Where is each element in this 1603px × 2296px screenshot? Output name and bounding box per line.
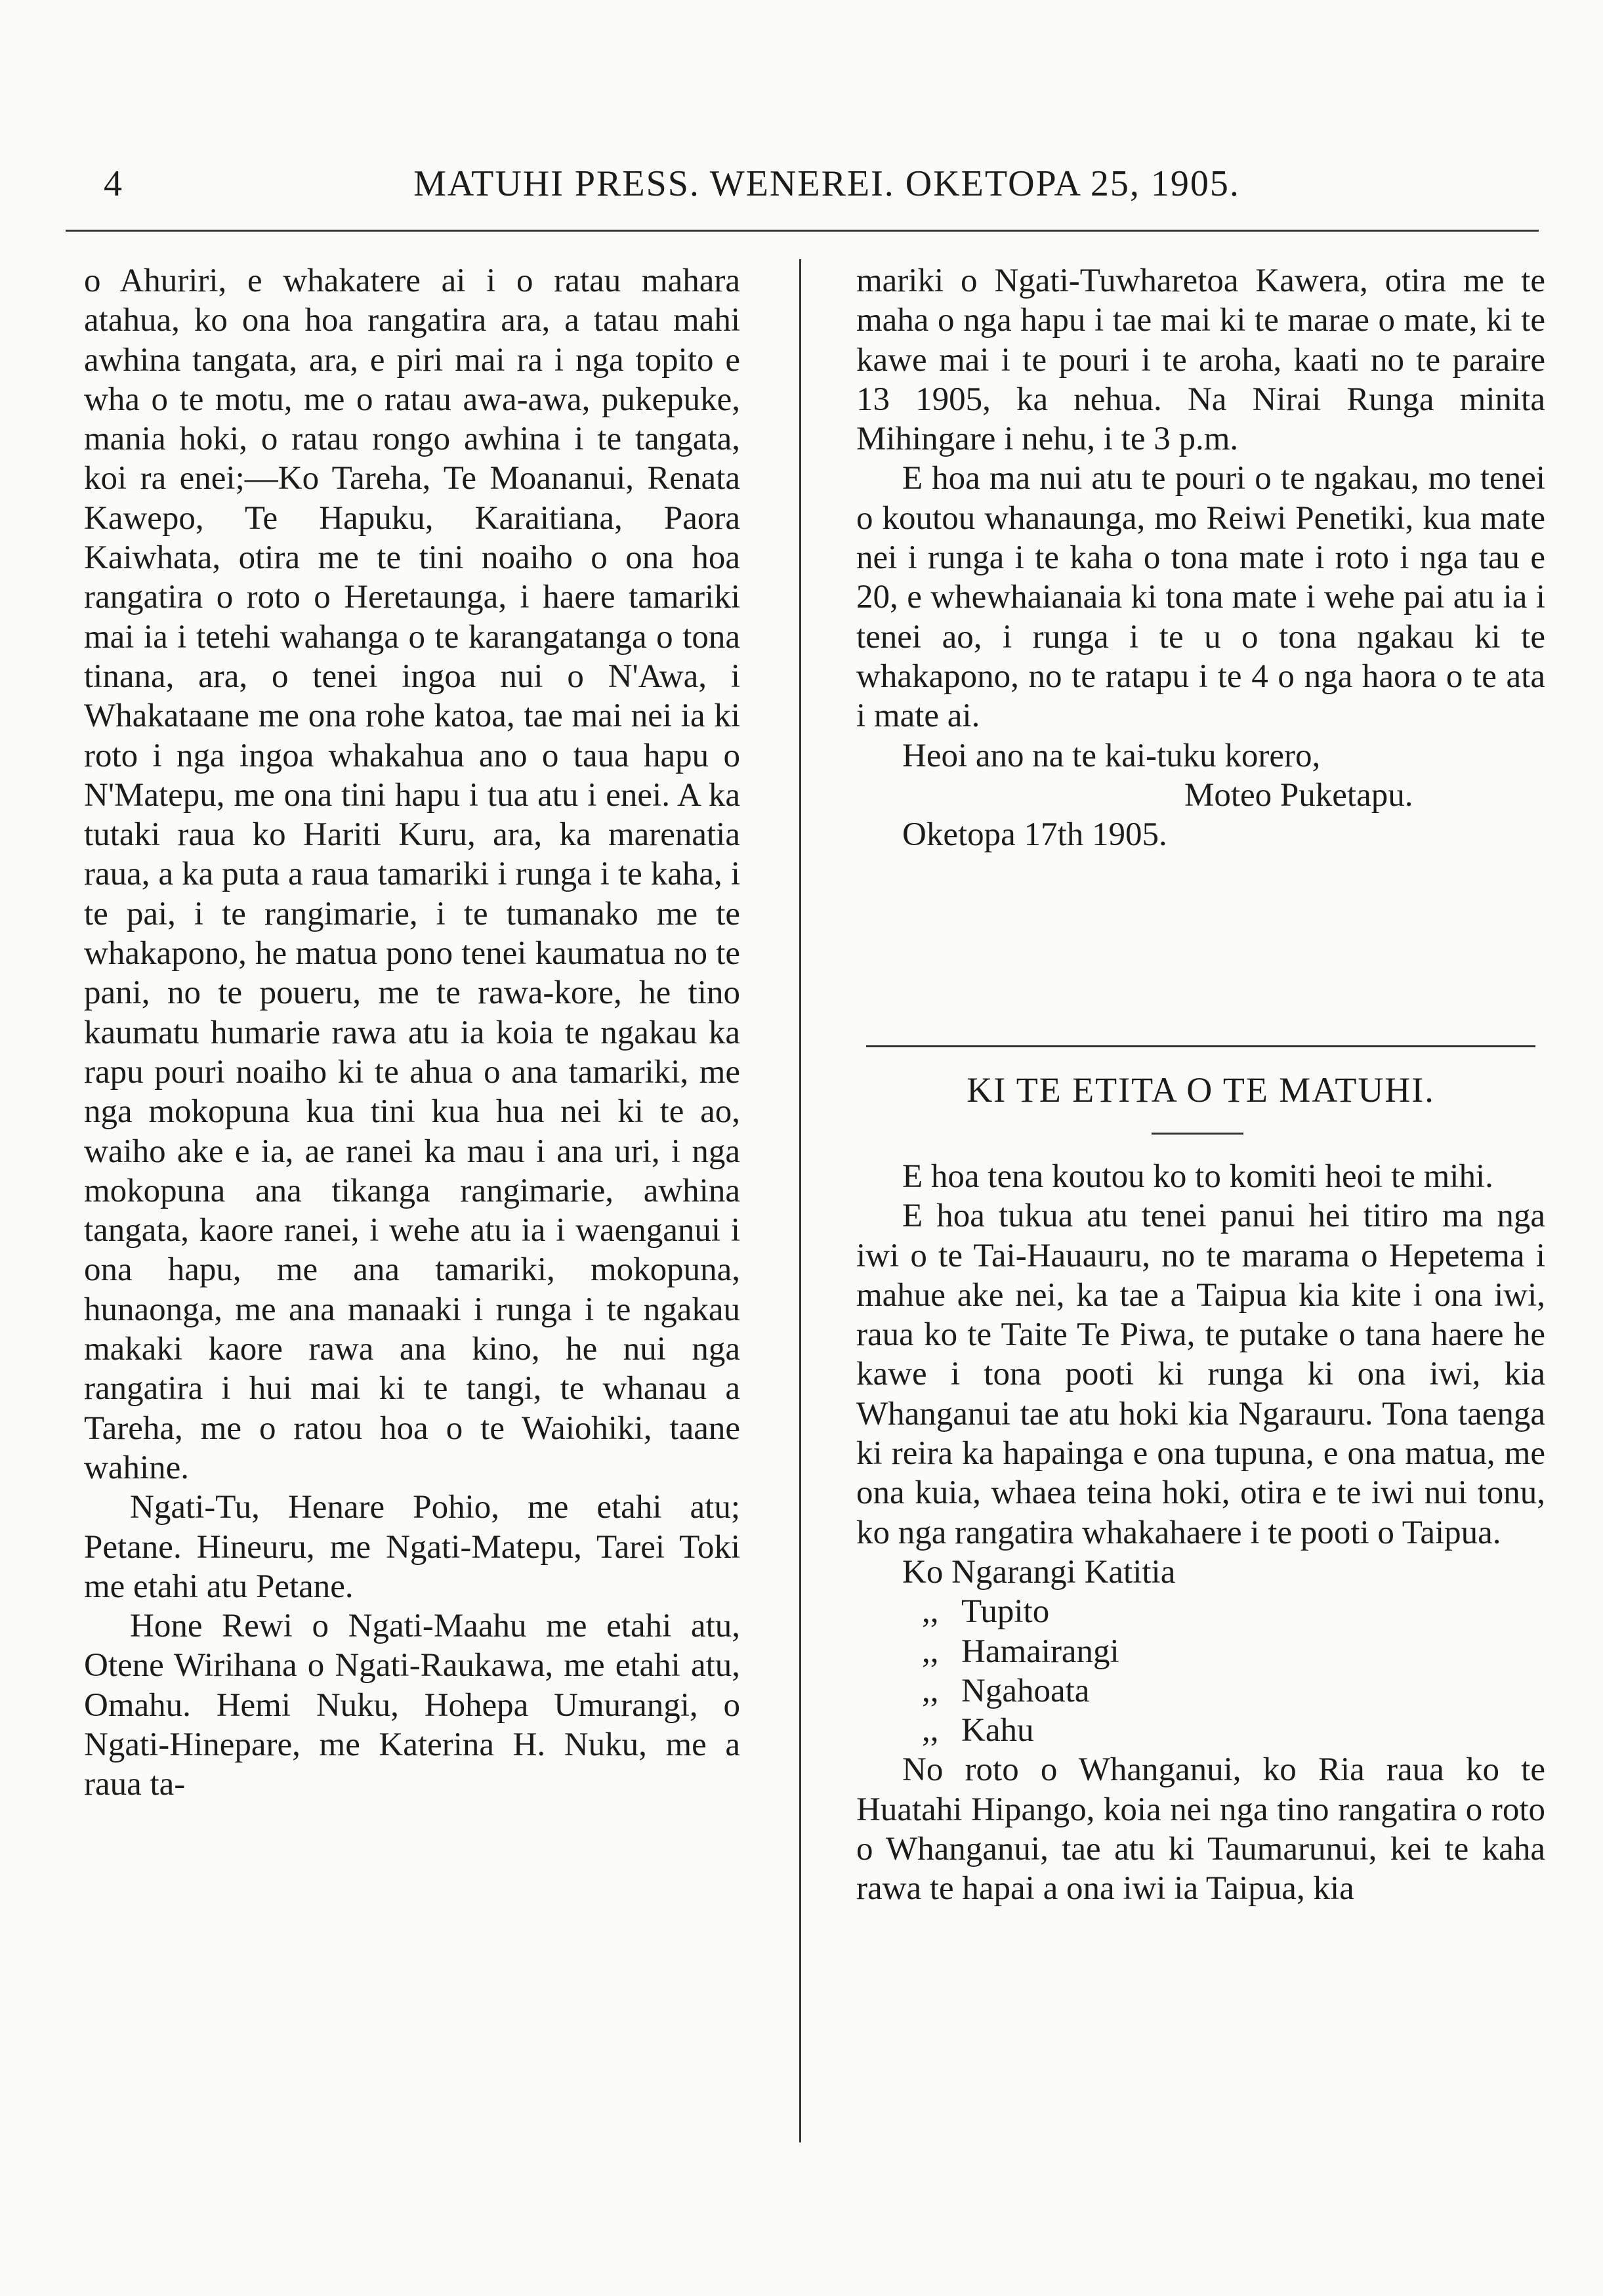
signoff: Heoi ano na te kai-tuku korero, — [902, 737, 1321, 774]
masthead: MATUHI PRESS. WENEREI. OKETOPA 25, 1905. — [413, 163, 1240, 204]
list-item — [856, 1711, 1545, 1750]
list-item — [856, 1671, 1545, 1711]
title-underline — [1152, 1133, 1243, 1135]
ditto-mark: ,, — [922, 1712, 939, 1749]
column-divider — [799, 259, 801, 2142]
ditto-mark: ,, — [922, 1593, 939, 1631]
list-item-label: Ngahoata — [961, 1672, 1090, 1709]
header-rule — [66, 230, 1539, 232]
list-item-label: Hamairangi — [961, 1633, 1119, 1670]
signature: Moteo Puketapu. — [1184, 776, 1413, 814]
list-item-label: Tupito — [961, 1593, 1050, 1631]
letter-paragraph: No roto o Whanganui, ko Ria raua ko te Huatahi Hipango, koia nei nga tino rangatira o roto o Whanganui, tae atu ki Taumarunui, kei te kaha rawa te hapai a ona iwi ia Taipua, kia — [856, 1751, 1545, 1908]
right-column-top — [856, 261, 1545, 854]
dateline: Oketopa 17th 1905. — [902, 816, 1167, 854]
section-title: KI TE ETITA O TE MATUHI. — [967, 1070, 1435, 1110]
letter-body — [856, 1157, 1545, 1909]
list-item-label: Ko Ngarangi Katitia — [902, 1553, 1176, 1591]
ditto-mark: ,, — [922, 1672, 939, 1709]
article-paragraph: Ngati-Tu, Henare Pohio, me etahi atu; Petane. Hineuru, me Ngati-Matepu, Tarei Toki me etahi atu Petane. — [84, 1489, 740, 1605]
list-item — [856, 1632, 1545, 1671]
article-paragraph: E hoa ma nui atu te pouri o te ngakau, mo tenei o koutou whanaunga, mo Reiwi Penetiki, kua mate nei i runga i te kaha o tona mate i roto i nga tau e 20, e whewhaianaia ki tona mate i wehe pai atu ia i tenei ao, i runga i te u o tona ngakau ki te whakapono, no te ratapu i te 4 o nga haora o te ata i mate ai. — [856, 460, 1545, 735]
list-item — [856, 1553, 1545, 1592]
section-rule — [866, 1045, 1535, 1047]
letter-paragraph: E hoa tena koutou ko to komiti heoi te mihi. — [902, 1158, 1493, 1195]
article-paragraph: mariki o Ngati-Tuwharetoa Kawera, otira me te maha o nga hapu i tae mai ki te marae o mate, ki te kawe mai i te pouri i te aroha, kaati no te paraire 13 1905, ka nehua. Na Nirai Runga minita Mihingare i nehu, i te 3 p.m. — [856, 262, 1545, 458]
ditto-mark: ,, — [922, 1633, 939, 1670]
left-column — [84, 261, 740, 1805]
letter-paragraph: E hoa tukua atu tenei panui hei titiro ma nga iwi o te Tai-Hauauru, no te marama o Hepetema i mahue ake nei, ka tae a Taipua kia kite i ona iwi, raua ko te Taite Te Piwa, te putake o tana haere he kawe i tona pooti ki runga ki ona iwi, kia Whanganui tae atu hoki kia Ngarauru. Tona taenga ki reira ka hapainga e ona tupuna, e ona matua, me ona kuia, whaea teina hoki, otira e te iwi nui tonu, ko nga rangatira whakahaere i te pooti o Taipua. — [856, 1198, 1545, 1551]
page-number: 4 — [104, 163, 122, 204]
list-item — [856, 1592, 1545, 1631]
article-paragraph: Hone Rewi o Ngati-Maahu me etahi atu, Otene Wirihana o Ngati-Raukawa, me etahi atu, Omahu. Hemi Nuku, Hohepa Umurangi, o Ngati-Hinepare, me Katerina H. Nuku, me a raua ta- — [84, 1608, 740, 1803]
list-item-label: Kahu — [961, 1712, 1034, 1749]
article-paragraph: o Ahuriri, e whakatere ai i o ratau mahara atahua, ko ona hoa rangatira ara, a tatau mahi awhina tangata, ara, e piri mai ra i nga topito e wha o te motu, me o ratau awa-awa, pukepuke, mania hoki, o ratau rongo awhina i te tangata, koi ra enei;—Ko Tareha, Te Moananui, Renata Kawepo, Te Hapuku, Karaitiana, Paora Kaiwhata, otira me te tini noaiho o ona hoa rangatira o roto o Heretaunga, i haere tamariki mai ia i tetehi wahanga o te karangatanga o tona tinana, ara, o tenei ingoa nui o N'Awa, i Whakataane me ona rohe katoa, tae mai nei ia ki roto i nga ingoa whakahua ano o taua hapu o N'Matepu, me ona tini hapu i tua atu i enei. A ka tutaki raua ko Hariti Kuru, ara, ka marenatia raua, a ka puta a raua tamariki i runga i te kaha, i te pai, i te rangimarie, i te tumanako me te whakapono, he matua pono tenei kaumatua no te pani, no te poueru, me te rawa-kore, he tino kaumatu humarie rawa atu ia koia te ngakau ka rapu pouri noaiho ki te ahua o ana tamariki, me nga mokopuna kua tini kua hua nei ki te ao, waiho ake e ia, ae ranei ka mau i ana uri, i nga mokopuna ana tikanga rangimarie, awhina tangata, kaore ranei, i wehe atu ia i waenganui i ona hapu, me ana tamariki, mokopuna, hunaonga, me ana manaaki i runga i te ngakau makaki kaore rawa ana kino, he nui nga rangatira i hui mai ki te tangi, te whanau a Tareha, me o ratou hoa o te Waiohiki, taane wahine. — [84, 262, 740, 1486]
